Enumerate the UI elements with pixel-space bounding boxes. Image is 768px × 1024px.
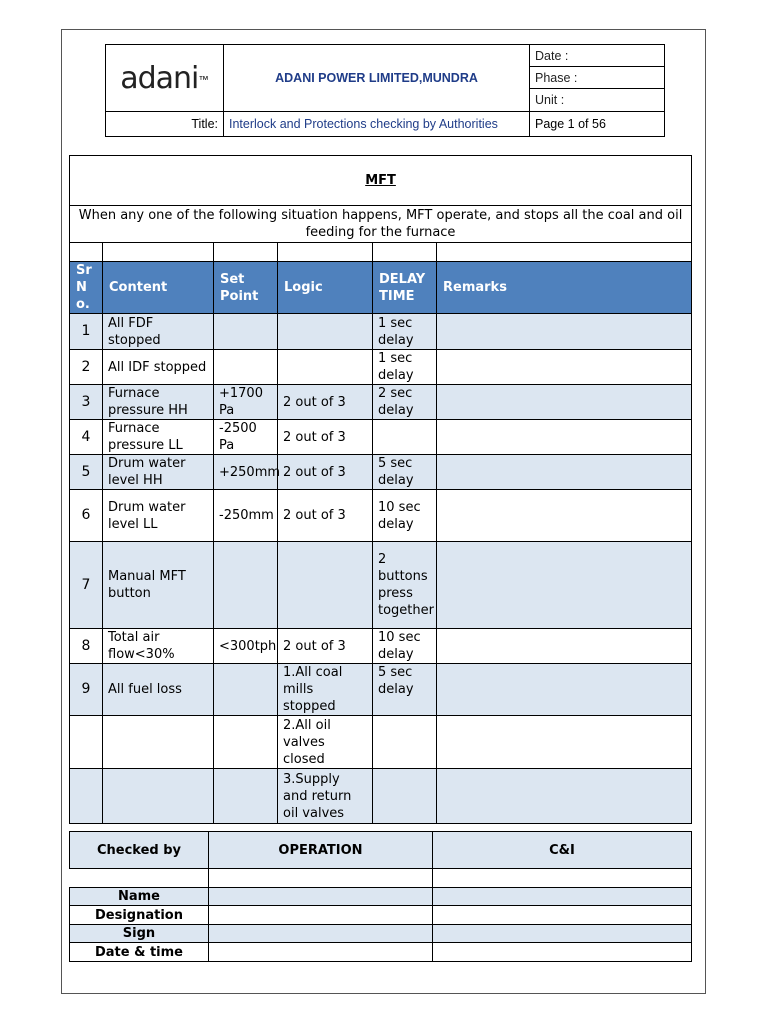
setpoint-cell	[214, 542, 278, 629]
sr-cell: 5	[70, 455, 103, 490]
signoff-row	[70, 943, 692, 962]
unit-field: Unit :	[530, 89, 665, 112]
setpoint-cell	[214, 314, 278, 350]
table-row	[70, 490, 692, 542]
logo-cell	[106, 45, 224, 112]
remarks-cell	[437, 350, 692, 385]
table-row	[70, 542, 692, 629]
delay-cell: 10 sec delay	[373, 629, 437, 664]
setpoint-cell: +250mm	[214, 455, 278, 490]
table-row	[70, 314, 692, 350]
delay-cell: 5 sec delay	[373, 664, 437, 716]
remarks-cell	[437, 385, 692, 420]
adani-logo: adani	[120, 60, 199, 96]
table-row	[70, 350, 692, 385]
operation-name-field[interactable]	[209, 888, 433, 906]
document-header	[105, 44, 665, 137]
content-cell: Furnace pressure LL	[103, 420, 214, 455]
remarks-cell	[437, 664, 692, 716]
cni-header: C&I	[433, 832, 692, 869]
delay-cell: 1 sec delay	[373, 350, 437, 385]
table-row	[70, 455, 692, 490]
content-cell	[103, 769, 214, 824]
sr-cell: 8	[70, 629, 103, 664]
content-cell: All FDF stopped	[103, 314, 214, 350]
cni-name-field[interactable]	[433, 888, 692, 906]
content-cell: Furnace pressure HH	[103, 385, 214, 420]
column-header-row	[70, 262, 692, 314]
sign-label: Sign	[70, 925, 209, 943]
remarks-cell	[437, 716, 692, 769]
signoff-row	[70, 925, 692, 943]
trademark-mark: ™	[198, 74, 209, 86]
content-cell: All fuel loss	[103, 664, 214, 716]
company-name: ADANI POWER LIMITED,MUNDRA	[224, 45, 530, 112]
sr-cell	[70, 716, 103, 769]
setpoint-cell	[214, 664, 278, 716]
table-row	[70, 664, 692, 716]
setpoint-cell	[214, 716, 278, 769]
cni-date-field[interactable]	[433, 943, 692, 962]
content-cell: Drum water level HH	[103, 455, 214, 490]
remarks-cell	[437, 769, 692, 824]
logic-cell	[278, 314, 373, 350]
document-title: Interlock and Protections checking by Authorities	[224, 112, 530, 137]
delay-cell	[373, 769, 437, 824]
spacer-row	[70, 869, 692, 888]
page-number: Page 1 of 56	[530, 112, 665, 137]
sr-cell	[70, 769, 103, 824]
setpoint-cell	[214, 769, 278, 824]
content-cell: Manual MFT button	[103, 542, 214, 629]
content-cell: All IDF stopped	[103, 350, 214, 385]
logic-cell	[278, 350, 373, 385]
delay-cell: 5 sec delay	[373, 455, 437, 490]
sr-cell: 2	[70, 350, 103, 385]
logic-cell: 2 out of 3	[278, 629, 373, 664]
delay-cell: 2 sec delay	[373, 385, 437, 420]
table-row	[70, 629, 692, 664]
logic-cell: 2 out of 3	[278, 455, 373, 490]
sr-cell: 6	[70, 490, 103, 542]
designation-label: Designation	[70, 906, 209, 925]
sr-cell: 9	[70, 664, 103, 716]
logic-cell: 2.All oil valves closed	[278, 716, 373, 769]
remarks-cell	[437, 314, 692, 350]
delay-cell: 10 sec delay	[373, 490, 437, 542]
sr-cell: 7	[70, 542, 103, 629]
date-field: Date :	[530, 45, 665, 67]
logic-cell: 2 out of 3	[278, 385, 373, 420]
remarks-cell	[437, 420, 692, 455]
content-cell	[103, 716, 214, 769]
checked-by-label: Checked by	[70, 832, 209, 869]
table-row	[70, 420, 692, 455]
sr-cell: 4	[70, 420, 103, 455]
remarks-cell	[437, 490, 692, 542]
logic-cell: 2 out of 3	[278, 490, 373, 542]
section-description: When any one of the following situation happens, MFT operate, and stops all the coal and oil feeding for the furnace	[70, 206, 692, 243]
delay-cell	[373, 420, 437, 455]
col-header-setpoint: Set Point	[214, 262, 278, 314]
col-header-remarks: Remarks	[437, 262, 692, 314]
table-row	[70, 385, 692, 420]
table-row	[70, 769, 692, 824]
signoff-row	[70, 906, 692, 925]
col-header-sr: Sr N o.	[70, 262, 103, 314]
phase-field: Phase :	[530, 67, 665, 89]
section-title: MFT	[70, 156, 692, 206]
operation-sign-field[interactable]	[209, 925, 433, 943]
logic-cell: 3.Supply and return oil valves	[278, 769, 373, 824]
cni-sign-field[interactable]	[433, 925, 692, 943]
operation-designation-field[interactable]	[209, 906, 433, 925]
logic-cell: 2 out of 3	[278, 420, 373, 455]
operation-header: OPERATION	[209, 832, 433, 869]
delay-cell: 1 sec delay	[373, 314, 437, 350]
title-label: Title:	[106, 112, 224, 137]
setpoint-cell: -2500 Pa	[214, 420, 278, 455]
sr-cell: 3	[70, 385, 103, 420]
delay-cell: 2 buttons press together	[373, 542, 437, 629]
name-label: Name	[70, 888, 209, 906]
remarks-cell	[437, 542, 692, 629]
mft-table	[69, 155, 692, 824]
spacer-row	[70, 243, 692, 262]
col-header-delay: DELAY TIME	[373, 262, 437, 314]
cni-designation-field[interactable]	[433, 906, 692, 925]
signoff-table	[69, 831, 692, 962]
delay-cell	[373, 716, 437, 769]
operation-date-field[interactable]	[209, 943, 433, 962]
col-header-content: Content	[103, 262, 214, 314]
remarks-cell	[437, 629, 692, 664]
col-header-logic: Logic	[278, 262, 373, 314]
content-cell: Total air flow<30%	[103, 629, 214, 664]
setpoint-cell: -250mm	[214, 490, 278, 542]
setpoint-cell: +1700 Pa	[214, 385, 278, 420]
date-time-label: Date & time	[70, 943, 209, 962]
logic-cell	[278, 542, 373, 629]
setpoint-cell	[214, 350, 278, 385]
signoff-row	[70, 888, 692, 906]
setpoint-cell: <300tph	[214, 629, 278, 664]
sr-cell: 1	[70, 314, 103, 350]
table-row	[70, 716, 692, 769]
content-cell: Drum water level LL	[103, 490, 214, 542]
remarks-cell	[437, 455, 692, 490]
logic-cell: 1.All coal mills stopped	[278, 664, 373, 716]
